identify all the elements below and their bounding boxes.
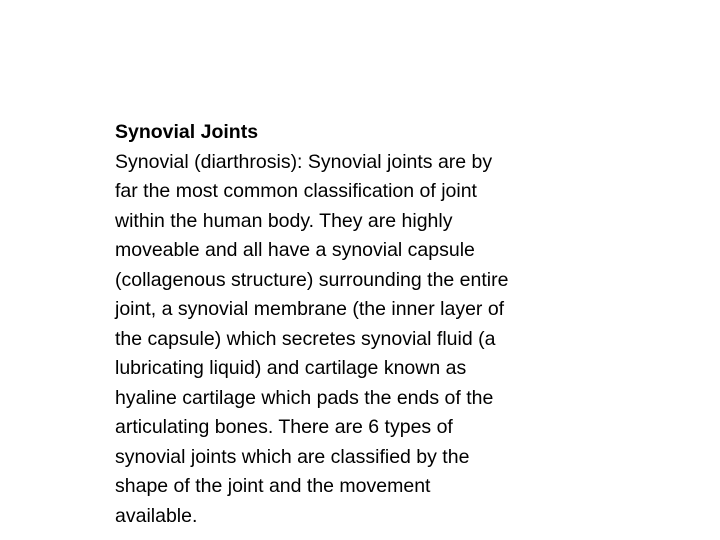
body-line: synovial joints which are classified by the (115, 445, 470, 468)
body-line: far the most common classification of joint (115, 180, 477, 202)
text-block (115, 118, 595, 531)
body-line: the capsule) which secretes synovial fluid (a (115, 327, 496, 350)
body-line: Synovial (diarthrosis): Synovial joints are by (115, 150, 493, 173)
body-line: hyaline cartilage which pads the ends of the (115, 386, 494, 409)
body-line: joint, a synovial membrane (the inner layer of (115, 298, 505, 320)
body-line: shape of the joint and the movement (115, 475, 431, 497)
body-line: within the human body. They are highly (115, 209, 453, 232)
body-line: articulating bones. There are 6 types of (115, 416, 453, 438)
slide-title: Synovial Joints (115, 121, 259, 143)
body-line: lubricating liquid) and cartilage known as (115, 357, 467, 379)
body-line: moveable and all have a synovial capsule (115, 239, 475, 261)
body-line: available. (115, 504, 198, 527)
body-line: (collagenous structure) surrounding the entire (115, 268, 509, 291)
